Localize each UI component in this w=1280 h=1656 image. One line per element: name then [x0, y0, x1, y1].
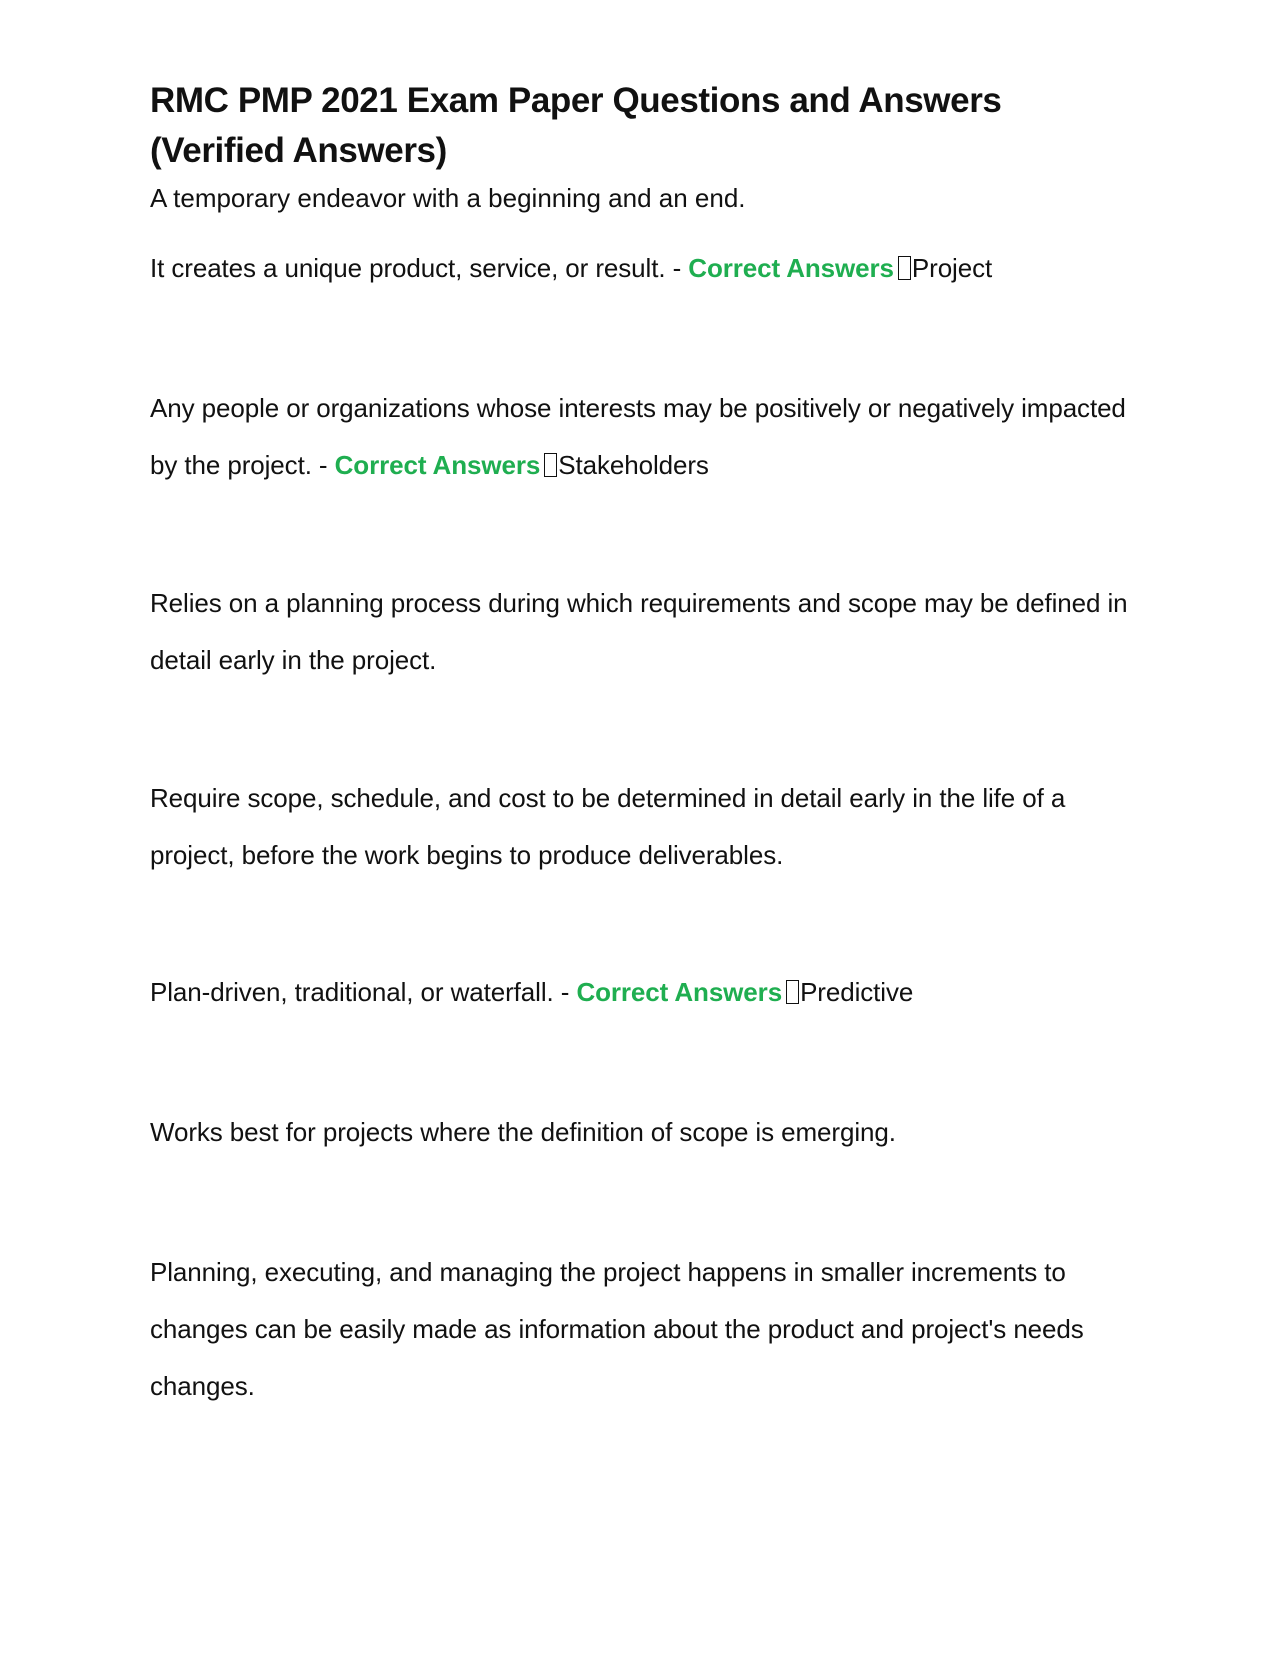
question-text: Relies on a planning process during which requirements and scope may be defined in detail early in the project. — [150, 588, 1128, 675]
answer-text: Stakeholders — [558, 450, 709, 480]
missing-glyph-box-icon — [544, 453, 557, 477]
question-text: It creates a unique product, service, or result. - — [150, 253, 689, 283]
correct-answers-label: Correct Answers — [334, 450, 541, 480]
qa-paragraph-5 — [150, 964, 1130, 1021]
qa-paragraph-2 — [150, 380, 1130, 494]
question-text: Any people or organizations whose interests may be positively or negatively impacted by the project. - — [150, 393, 1126, 480]
question-text: Planning, executing, and managing the project happens in smaller increments to changes can be easily made as information about the product and project's needs changes. — [150, 1257, 1084, 1401]
qa-paragraph-6 — [150, 1104, 1130, 1161]
qa-paragraph-1 — [150, 240, 1130, 297]
intro-line: A temporary endeavor with a beginning and an end. — [150, 183, 746, 213]
missing-glyph-box-icon — [898, 256, 911, 280]
qa-paragraph-4 — [150, 770, 1130, 884]
question-text: Require scope, schedule, and cost to be determined in detail early in the life of a project, before the work begins to produce deliverables. — [150, 783, 1066, 870]
answer-text: Predictive — [800, 977, 914, 1007]
question-text: Works best for projects where the definition of scope is emerging. — [150, 1117, 896, 1147]
answer-text: Project — [911, 253, 993, 283]
missing-glyph-box-icon — [786, 980, 799, 1004]
qa-paragraph-3 — [150, 575, 1130, 689]
qa-paragraph-7 — [150, 1244, 1130, 1415]
question-text: Plan-driven, traditional, or waterfall. - — [150, 977, 577, 1007]
correct-answers-label: Correct Answers — [576, 977, 783, 1007]
correct-answers-label: Correct Answers — [688, 253, 894, 283]
document-title: RMC PMP 2021 Exam Paper Questions and Answers (Verified Answers) — [150, 81, 1002, 170]
